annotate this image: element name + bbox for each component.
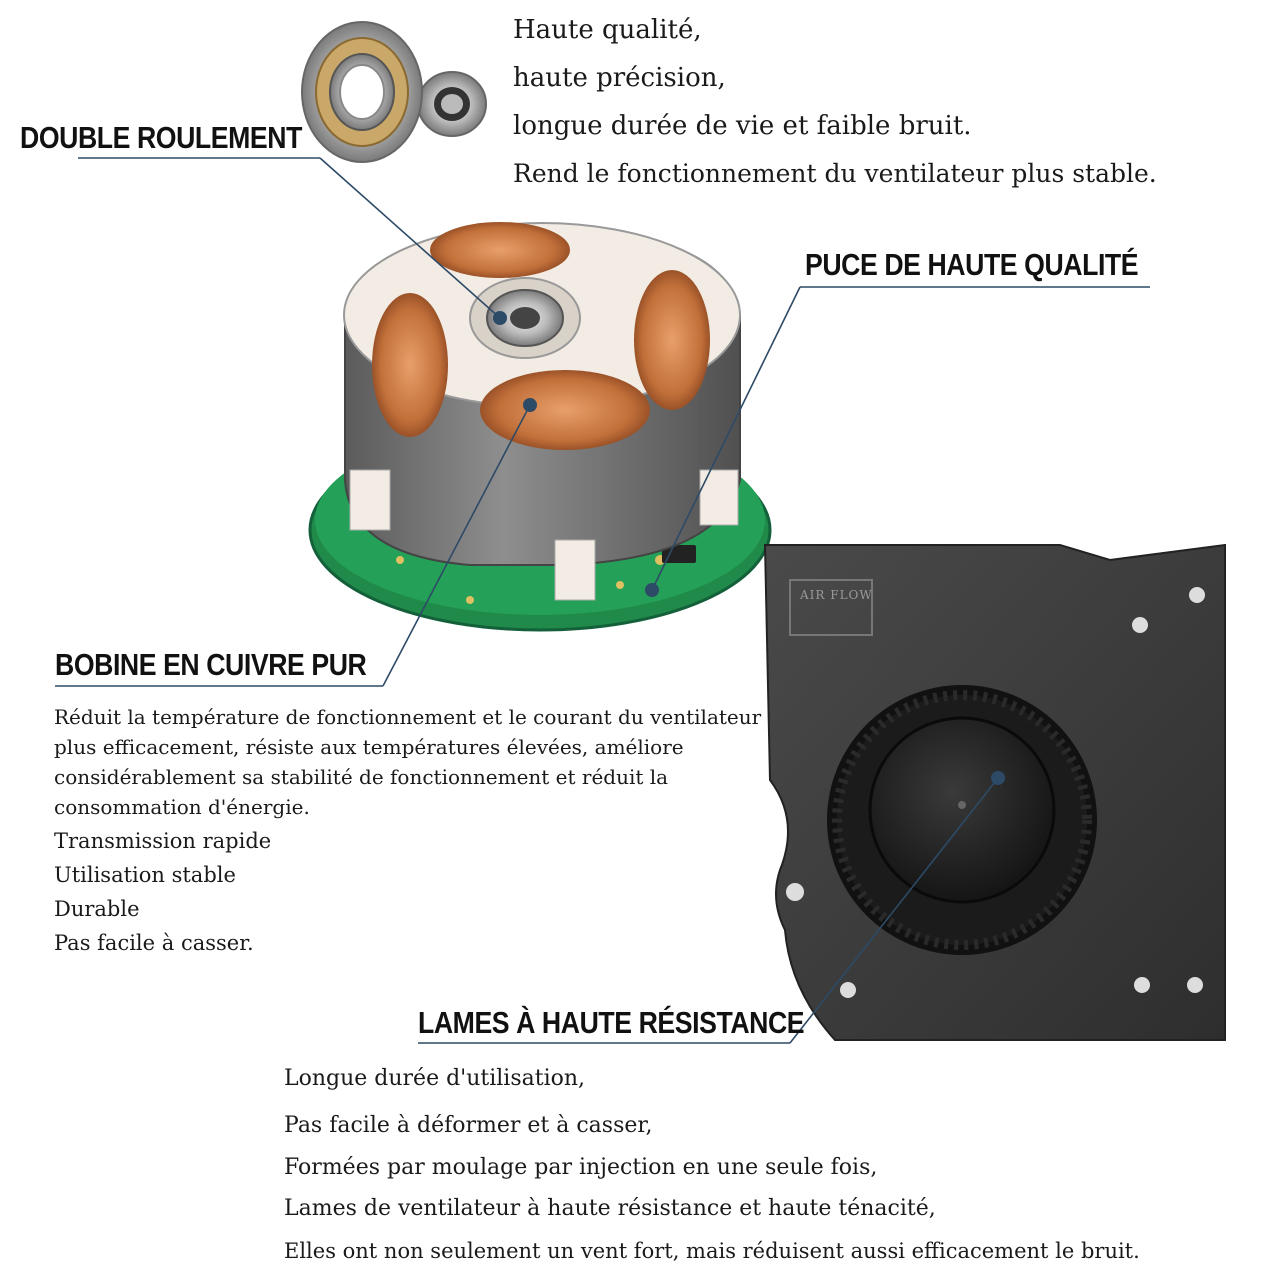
coil-title: BOBINE EN CUIVRE PUR bbox=[55, 647, 367, 682]
blades-title: LAMES À HAUTE RÉSISTANCE bbox=[418, 1005, 805, 1040]
bearing-image bbox=[302, 22, 486, 162]
coil-line-4: consommation d'énergie. bbox=[54, 795, 310, 819]
blades-line-3: Formées par moulage par injection en une seule fois, bbox=[284, 1155, 878, 1180]
blower-fan-image bbox=[765, 545, 1225, 1040]
bearing-line-1: Haute qualité, bbox=[513, 15, 702, 45]
bearing-line-4: Rend le fonctionnement du ventilateur plus stable. bbox=[513, 159, 1157, 188]
blades-line-4: Lames de ventilateur à haute résistance et haute ténacité, bbox=[284, 1196, 936, 1221]
bearing-line-2: haute précision, bbox=[513, 63, 726, 93]
coil-line-1: Réduit la température de fonctionnement et le courant du ventilateur bbox=[54, 705, 762, 729]
blades-line-5: Elles ont non seulement un vent fort, mais réduisent aussi efficacement le bruit. bbox=[284, 1239, 1140, 1263]
coil-line-3: considérablement sa stabilité de fonctionnement et réduit la bbox=[54, 765, 669, 789]
air-flow-label: AIR FLOW bbox=[800, 588, 873, 602]
chip-title: PUCE DE HAUTE QUALITÉ bbox=[805, 247, 1139, 282]
coil-line-6: Utilisation stable bbox=[54, 863, 236, 887]
bearing-line-3: longue durée de vie et faible bruit. bbox=[513, 111, 972, 141]
coil-line-2: plus efficacement, résiste aux températures élevées, améliore bbox=[54, 735, 684, 759]
blades-line-2: Pas facile à déformer et à casser, bbox=[284, 1113, 653, 1138]
blades-line-1: Longue durée d'utilisation, bbox=[284, 1066, 586, 1091]
motor-stator-image bbox=[310, 222, 770, 630]
coil-line-5: Transmission rapide bbox=[54, 829, 272, 853]
coil-line-8: Pas facile à casser. bbox=[54, 931, 254, 955]
bearing-title: DOUBLE ROULEMENT bbox=[20, 120, 302, 155]
coil-line-7: Durable bbox=[54, 897, 140, 921]
